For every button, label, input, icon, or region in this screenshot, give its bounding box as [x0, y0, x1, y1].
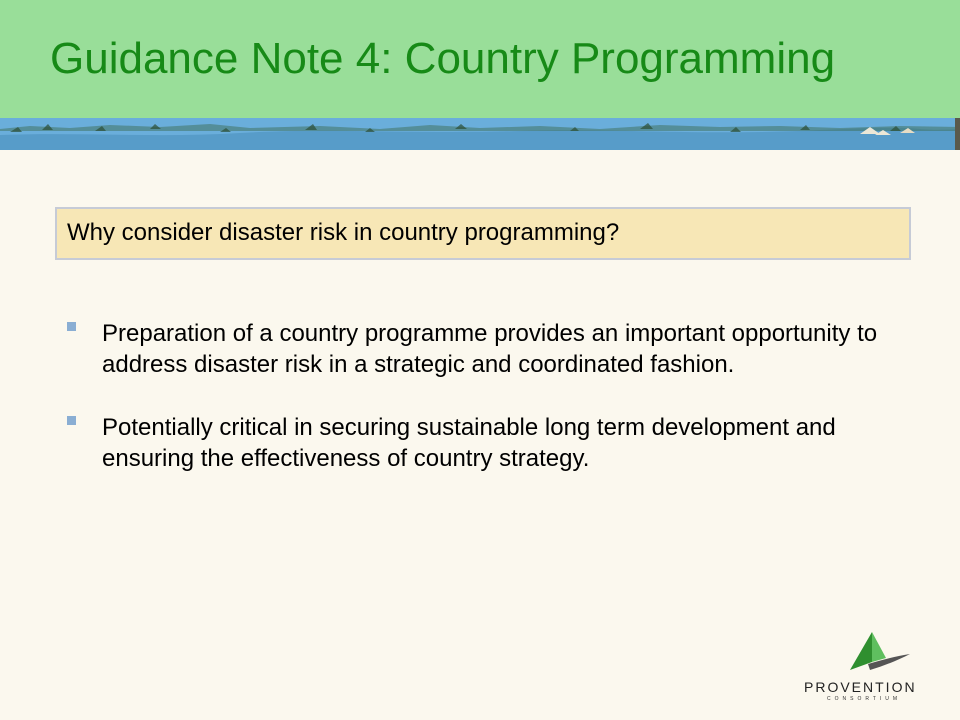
provention-logo	[800, 630, 940, 710]
logo-subtitle: CONSORTIUM	[827, 696, 902, 702]
question-text: Why consider disaster risk in country programming?	[67, 219, 620, 246]
bullet-list	[66, 318, 896, 474]
list-item	[66, 318, 896, 380]
logo-name: PROVENTION	[804, 679, 917, 695]
slide-title: Guidance Note 4: Country Programming	[50, 34, 836, 83]
square-bullet-icon	[67, 322, 76, 331]
banner-illustration	[0, 118, 960, 150]
bullet-text: Potentially critical in securing sustainable long term development and ensuring the effectiveness of country strategy.	[102, 414, 836, 472]
header-bar	[0, 0, 960, 118]
triangle-logo-icon	[842, 630, 912, 674]
question-callout	[55, 207, 911, 260]
flood-banner-image	[0, 118, 960, 150]
square-bullet-icon	[67, 416, 76, 425]
bullet-text: Preparation of a country programme provides an important opportunity to address disaster risk in a strategic and coordinated fashion.	[102, 320, 878, 378]
list-item	[66, 412, 896, 474]
